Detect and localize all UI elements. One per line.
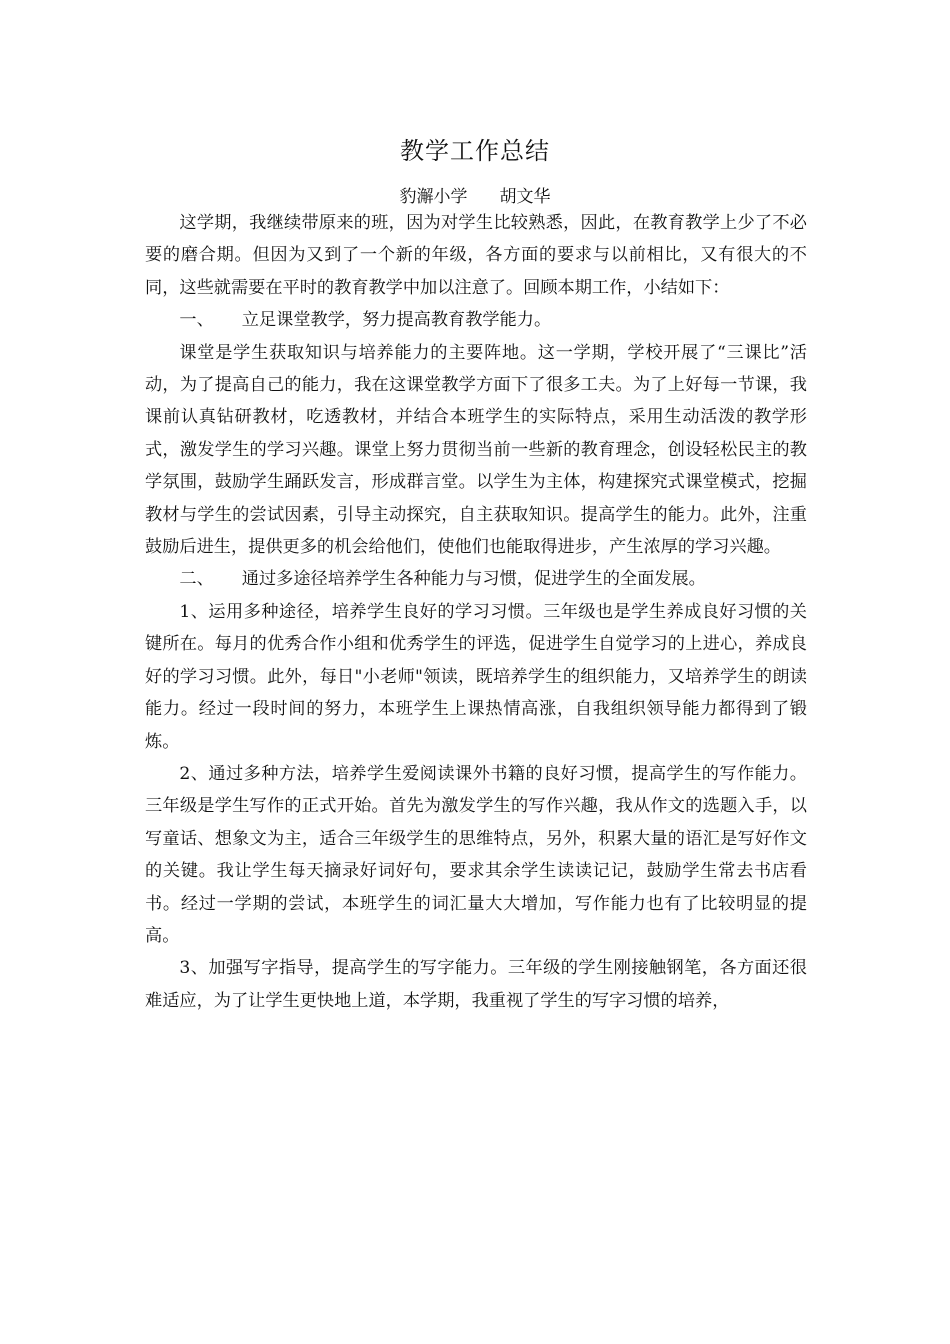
section-heading	[145, 304, 807, 336]
paragraph: 课堂是学生获取知识与培养能力的主要阵地。这一学期，学校开展了“三课比”活动，为了提高自己的能力，我在这课堂教学方面下了很多工夫。为了上好每一节课，我课前认真钻研教材，吃透教材，并结合本班学生的实际特点，采用生动活泼的教学形式，激发学生的学习兴趣。课堂上努力贯彻当前一些新的教育理念，创设轻松民主的教学氛围，鼓励学生踊跃发言，形成群言堂。以学生为主体，构建探究式课堂模式，挖掘教材与学生的尝试因素，引导主动探究，自主获取知识。提高学生的能力。此外，注重鼓励后进生，提供更多的机会给他们，使他们也能取得进步，产生浓厚的学习兴趣。	[145, 342, 807, 558]
section-heading-text: 通过多途径培养学生各种能力与习惯，促进学生的全面发展。	[241, 569, 706, 590]
paragraph: 1、运用多种途径，培养学生良好的学习习惯。三年级也是学生养成良好习惯的关键所在。每月的优秀合作小组和优秀学生的评选，促进学生自觉学习的上进心，养成良好的学习习惯。此外，每日"小老师"领读，既培养学生的组织能力，又培养学生的朗读能力。经过一段时间的努力，本班学生上课热情高涨，自我组织领导能力都得到了锻炼。	[145, 601, 807, 752]
author-name: 胡文华	[499, 187, 551, 207]
section-heading-text: 立足课堂教学，努力提高教育教学能力。	[241, 310, 552, 331]
paragraph: 2、通过多种方法，培养学生爱阅读课外书籍的良好习惯，提高学生的写作能力。三年级是学生写作的正式开始。首先为激发学生的写作兴趣，我从作文的选题入手，以写童话、想象文为主，适合三年级学生的思维特点，另外，积累大量的语汇是写好作文的关键。我让学生每天摘录好词好句，要求其余学生读读记记，鼓励学生常去书店看书。经过一学期的尝试，本班学生的词汇量大大增加，写作能力也有了比较明显的提高。	[145, 763, 807, 946]
document-body	[145, 207, 807, 1017]
document-title: 教学工作总结	[400, 137, 550, 165]
section-heading	[145, 563, 807, 595]
section-number: 一、	[179, 310, 214, 331]
paragraph: 这学期，我继续带原来的班，因为对学生比较熟悉，因此，在教育教学上少了不必要的磨合期。但因为又到了一个新的年级，各方面的要求与以前相比，又有很大的不同，这些就需要在平时的教育教学中加以注意了。回顾本期工作，小结如下：	[145, 213, 807, 298]
section-number: 二、	[179, 569, 214, 590]
paragraph: 3、加强写字指导，提高学生的写字能力。三年级的学生刚接触钢笔，各方面还很难适应，为了让学生更快地上道，本学期，我重视了学生的写字习惯的培养，	[145, 958, 807, 1011]
school-name: 豹澥小学	[399, 187, 468, 207]
